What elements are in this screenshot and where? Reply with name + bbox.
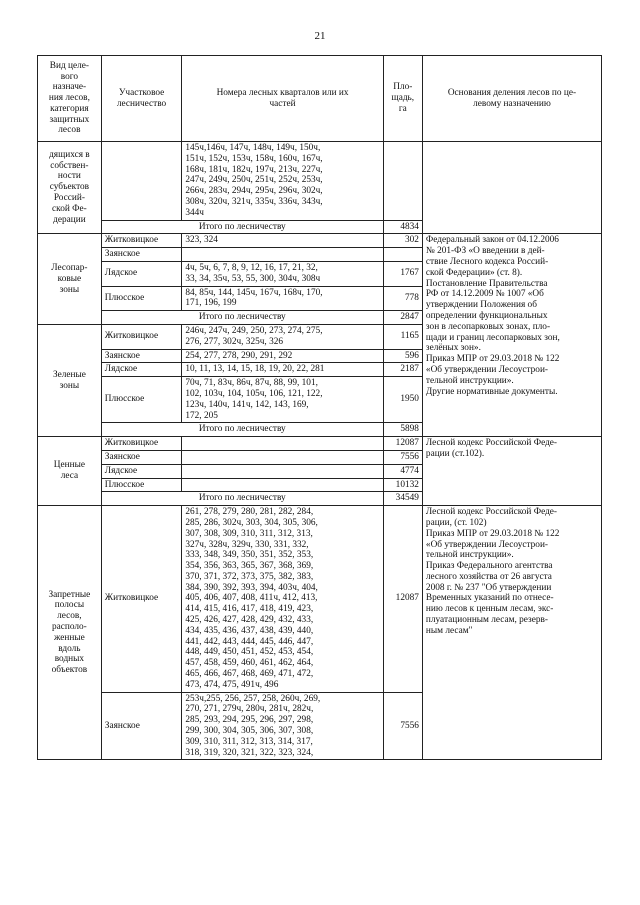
header-category [38,56,102,142]
forestry-cell [101,142,182,221]
area-cell: 4774 [383,464,422,478]
area-cell: 12087 [383,506,422,693]
basis-cell: Федеральный закон от 04.12.2006 № 201-ФЗ «О введении в дей- ствие Лесного кодекса Россий- ской Федерации» (ст. 8). Постановление Правительства РФ от 14.12.2009 № 1007 «Об утверждении Положения об определении функциональных зон в лесопарковых зонах, пло- щади и границ лесопарковых зон, зелёных зон». Приказ МПР от 29.03.2018 № 122 «Об утверждении Лесоустрои- тельной инструкции». Другие нормативные документы. [422,234,601,437]
header-quarters [182,56,383,142]
table-row [38,142,602,221]
header-area [383,56,422,142]
quarters-cell [182,450,383,464]
header-basis [422,56,601,142]
header-category-text: Вид целе- вого назначе- ния лесов, категория защитных лесов [48,60,90,136]
forestry-cell: Заянское [101,450,182,464]
subtotal-label: Итого по лесничеству [101,423,383,437]
quarters-cell: 145ч,146ч, 147ч, 148ч, 149ч, 150ч, 151ч, 152ч, 153ч, 158ч, 160ч, 167ч, 168ч, 181ч, 182ч, 197ч, 213ч, 227ч, 247ч, 249ч, 250ч, 251ч, 252ч, 253ч, 266ч, 283ч, 294ч, 295ч, 296ч, 302ч, 308ч, 320ч, 321ч, 335ч, 336ч, 343ч, 344ч [182,142,383,221]
area-cell: 2187 [383,363,422,377]
table-row [38,437,602,451]
header-basis-text: Основания деления лесов по це- левому назначению [447,87,577,109]
area-cell: 7556 [383,450,422,464]
category-cell: Зеленые зоны [38,324,102,436]
quarters-cell: 261, 278, 279, 280, 281, 282, 284, 285, 286, 302ч, 303, 304, 305, 306, 307, 308, 309, 310, 311, 312, 313, 327ч, 328ч, 329ч, 330, 331, 332, 333, 348, 349, 350, 351, 352, 353, 354, 356, 363, 365, 367, 368, 369, 370, 371, 372, 373, 375, 382, 383, 384, 390, 392, 393, 394, 403ч, 404, 405, 406, 407, 408, 411ч, 412, 413, 414, 415, 416, 417, 418, 419, 423, 425, 426, 427, 428, 429, 432, 433, 434, 435, 436, 437, 438, 439, 440, 441, 442, 443, 444, 445, 446, 447, 448, 449, 450, 451, 452, 453, 454, 457, 458, 459, 460, 461, 462, 464, 465, 466, 467, 468, 469, 471, 472, 473, 474, 475, 491ч, 496 [182,506,383,693]
subtotal-label: Итого по лесничеству [101,492,383,506]
subtotal-value: 34549 [383,492,422,506]
table-header-row [38,56,602,142]
area-cell: 10132 [383,478,422,492]
area-cell: 1767 [383,261,422,286]
subtotal-label: Итого по лесничеству [101,220,383,234]
forestry-cell: Житковицкое [101,506,182,693]
area-cell: 778 [383,286,422,311]
table-row [38,506,602,693]
quarters-cell: 10, 11, 13, 14, 15, 18, 19, 20, 22, 281 [182,363,383,377]
quarters-cell: 84, 85ч, 144, 145ч, 167ч, 168ч, 170, 171, 196, 199 [182,286,383,311]
quarters-cell: 253ч,255, 256, 257, 258, 260ч, 269, 270, 271, 279ч, 280ч, 281ч, 282ч, 285, 293, 294, 295, 296, 297, 298, 299, 300, 304, 305, 306, 307, 308, 309, 310, 311, 312, 313, 314, 317, 318, 319, 320, 321, 322, 323, 324, [182,692,383,760]
forestry-cell: Лядское [101,363,182,377]
category-cell: дящихся в собствен- ности субъектов Россий- ской Фе- дерации [38,142,102,234]
forestry-cell: Заянское [101,692,182,760]
area-cell: 1950 [383,377,422,423]
forestry-cell: Заянское [101,248,182,262]
forestry-cell: Заянское [101,349,182,363]
quarters-cell: 70ч, 71, 83ч, 86ч, 87ч, 88, 99, 101, 102, 103ч, 104, 105ч, 106, 121, 122, 123ч, 140ч, 141ч, 142, 143, 169, 172, 205 [182,377,383,423]
area-cell: 7556 [383,692,422,760]
table-row [38,234,602,248]
forestry-cell: Житковицкое [101,234,182,248]
header-quarters-text: Номера лесных кварталов или их частей [216,87,349,109]
header-forestry [101,56,182,142]
quarters-cell: 323, 324 [182,234,383,248]
forestry-cell: Плюсское [101,478,182,492]
area-cell: 12087 [383,437,422,451]
subtotal-value: 2847 [383,311,422,325]
quarters-cell: 254, 277, 278, 290, 291, 292 [182,349,383,363]
category-cell: Лесопар- ковые зоны [38,234,102,325]
area-cell: 1165 [383,324,422,349]
category-cell: Ценные леса [38,437,102,506]
area-cell [383,142,422,221]
header-area-text: Пло- щадь, га [391,82,415,114]
basis-cell: Лесной кодекс Российской Феде- рации, (ст. 102) Приказ МПР от 29.03.2018 № 122 «Об утверждении Лесоустрои- тельной инструкции». Приказ Федерального агентства лесного хозяйства от 26 августа 2008 г. № 237 "Об утверждении Временных указаний по отнесе- нию лесов к ценным лесам, экс- плуатационным лесам, резерв- ным лесам" [422,506,601,760]
quarters-cell [182,478,383,492]
forestry-cell: Житковицкое [101,324,182,349]
page-number: 21 [314,30,326,42]
quarters-cell [182,437,383,451]
area-cell [383,248,422,262]
area-cell: 302 [383,234,422,248]
subtotal-value: 4834 [383,220,422,234]
forestry-cell: Житковицкое [101,437,182,451]
quarters-cell: 4ч, 5ч, 6, 7, 8, 9, 12, 16, 17, 21, 32, 33, 34, 35ч, 53, 55, 300, 304ч, 308ч [182,261,383,286]
forestry-cell: Плюсское [101,377,182,423]
area-cell: 596 [383,349,422,363]
quarters-cell [182,464,383,478]
subtotal-label: Итого по лесничеству [101,311,383,325]
subtotal-value: 5898 [383,423,422,437]
forestry-cell: Лядское [101,464,182,478]
basis-cell [422,142,601,234]
quarters-cell [182,248,383,262]
forestry-cell: Плюсское [101,286,182,311]
header-forestry-text: Участковое лесничество [116,87,167,109]
forest-purpose-table [37,55,602,760]
quarters-cell: 246ч, 247ч, 249, 250, 273, 274, 275, 276, 277, 302ч, 325ч, 326 [182,324,383,349]
category-cell: Запретные полосы лесов, располо- женные вдоль водных объектов [38,506,102,760]
basis-cell: Лесной кодекс Российской Феде- рации (ст.102). [422,437,601,506]
forestry-cell: Лядское [101,261,182,286]
